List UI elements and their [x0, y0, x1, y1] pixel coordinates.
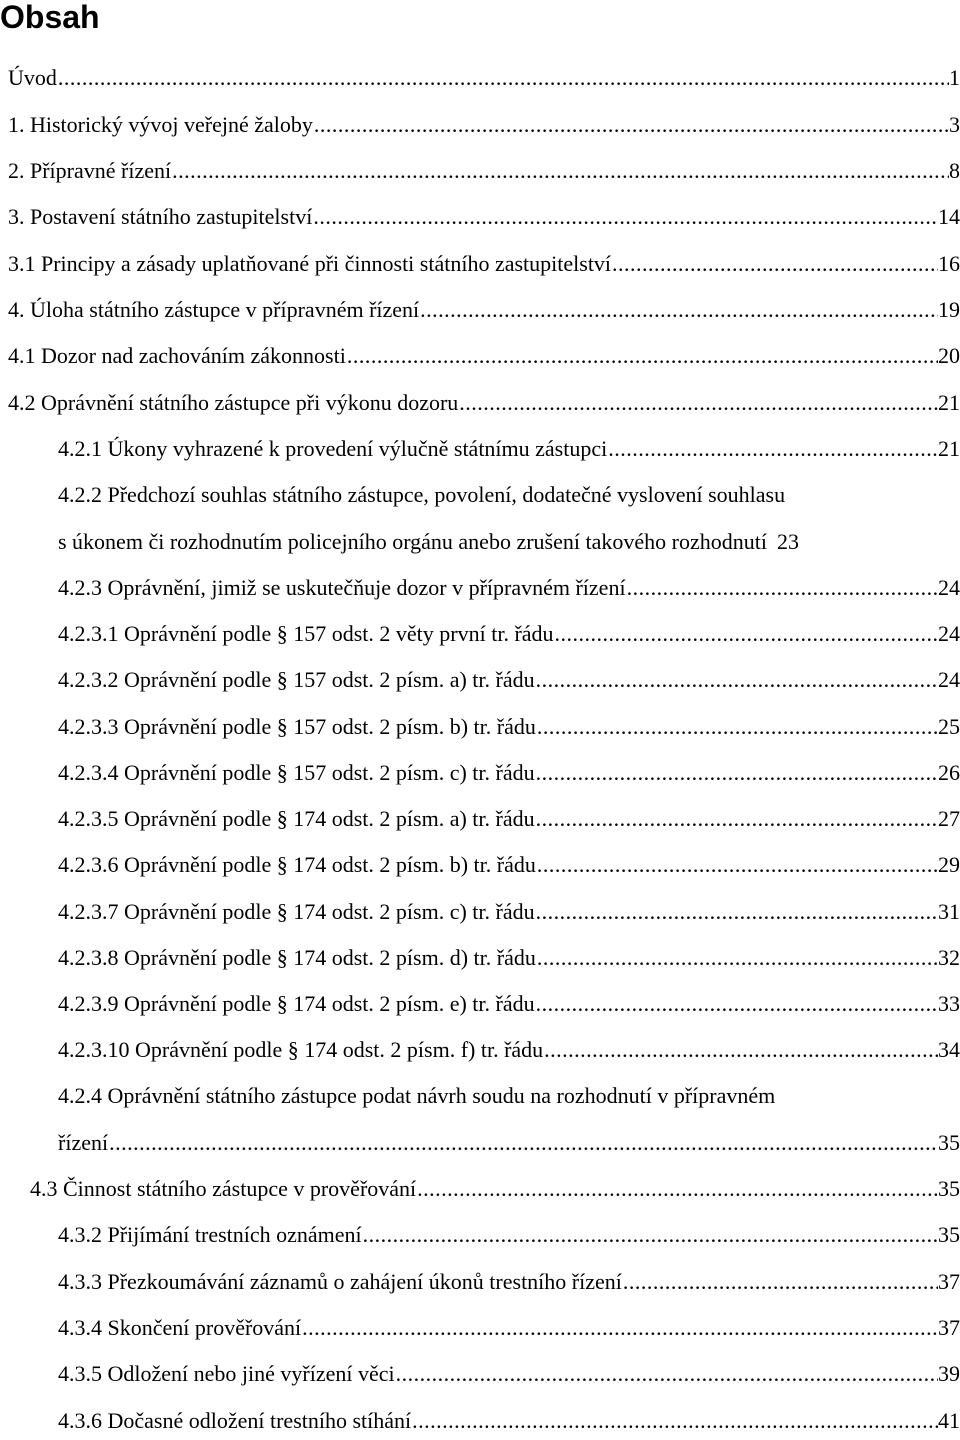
toc-entry-title: 4. Úloha státního zástupce v přípravném řízení — [8, 297, 420, 322]
toc-page-number: 39 — [938, 1361, 960, 1386]
toc-entry-title: 4.3 Činnost státního zástupce v prověřování — [30, 1176, 417, 1201]
toc-entry[interactable] — [30, 1175, 960, 1203]
toc-entry[interactable] — [58, 1221, 960, 1249]
dot-leader — [301, 1314, 938, 1342]
toc-entry[interactable] — [8, 250, 960, 278]
toc-entry-title: 3. Postavení státního zastupitelství — [8, 204, 313, 229]
toc-entry-title: Úvod — [8, 65, 57, 90]
dot-leader — [535, 898, 938, 926]
toc-page-number: 23 — [776, 529, 799, 554]
dot-leader — [458, 389, 938, 417]
toc-entry[interactable] — [58, 1082, 960, 1110]
toc-page-number: 24 — [938, 575, 960, 600]
toc-entry-title: 4.2.3.8 Oprávnění podle § 174 odst. 2 písm. d) tr. řádu — [58, 945, 536, 970]
toc-page-number: 19 — [938, 297, 960, 322]
dot-leader — [535, 805, 938, 833]
toc-entry-title: 4.2.3 Oprávnění, jimiž se uskutečňuje dozor v přípravném řízení — [58, 575, 626, 600]
toc-page-number: 35 — [938, 1176, 960, 1201]
toc-entry-continuation[interactable] — [58, 528, 960, 556]
dot-leader — [535, 990, 938, 1018]
toc-entry-title: 4.2 Oprávnění státního zástupce při výkonu dozoru — [8, 390, 459, 415]
toc-entry-title: 4.3.5 Odložení nebo jiné vyřízení věci — [58, 1361, 395, 1386]
dot-leader — [313, 111, 949, 139]
toc-entry-title: 4.2.3.3 Oprávnění podle § 157 odst. 2 písm. b) tr. řádu — [58, 714, 536, 739]
dot-leader — [411, 1407, 938, 1435]
dot-leader — [362, 1221, 938, 1249]
dot-leader — [554, 620, 938, 648]
toc-page-number: 21 — [938, 390, 960, 415]
toc-entry-title: 2. Přípravné řízení — [8, 158, 172, 183]
toc-page-number: 16 — [938, 251, 960, 276]
dot-leader — [108, 1129, 938, 1157]
toc-entry-title: 4.2.3.2 Oprávnění podle § 157 odst. 2 písm. a) tr. řádu — [58, 667, 535, 692]
toc-entry[interactable] — [58, 805, 960, 833]
toc-entry-continuation[interactable] — [58, 1129, 960, 1157]
toc-page-number: 35 — [938, 1222, 960, 1247]
toc-entry[interactable] — [58, 1268, 960, 1296]
toc-entry[interactable] — [58, 713, 960, 741]
toc-entry-title: 4.2.1 Úkony vyhrazené k provedení výlučně státnímu zástupci — [58, 436, 608, 461]
toc-entry-title: 4.2.4 Oprávnění státního zástupce podat návrh soudu na rozhodnutí v přípravném — [58, 1083, 776, 1108]
toc-entry[interactable] — [8, 64, 960, 92]
toc-entry-title: 4.2.3.1 Oprávnění podle § 157 odst. 2 věty první tr. řádu — [58, 621, 554, 646]
toc-page-number: 37 — [938, 1315, 960, 1340]
toc-entry-title: 4.1 Dozor nad zachováním zákonnosti — [8, 343, 346, 368]
toc-entry-title: 4.2.3.9 Oprávnění podle § 174 odst. 2 písm. e) tr. řádu — [58, 991, 535, 1016]
toc-page-number: 25 — [938, 714, 960, 739]
toc-page-number: 20 — [938, 343, 960, 368]
dot-leader — [171, 157, 949, 185]
toc-page-number: 3 — [949, 112, 960, 137]
toc-entry[interactable] — [8, 203, 960, 231]
toc-entry[interactable] — [58, 759, 960, 787]
toc-entry-title: 4.2.3.10 Oprávnění podle § 174 odst. 2 písm. f) tr. řádu — [58, 1037, 544, 1062]
toc-page-number: 32 — [938, 945, 960, 970]
toc-entry[interactable] — [58, 898, 960, 926]
toc-page-number: 24 — [938, 667, 960, 692]
dot-leader — [536, 851, 938, 879]
toc-entry-title: 4.2.2 Předchozí souhlas státního zástupce, povolení, dodatečné vyslovení souhlasu — [58, 482, 786, 507]
toc-page-number: 1 — [949, 65, 960, 90]
toc-page-number: 8 — [949, 158, 960, 183]
toc-entry-title: 4.2.3.4 Oprávnění podle § 157 odst. 2 písm. c) tr. řádu — [58, 760, 535, 785]
toc-page-number: 14 — [938, 204, 960, 229]
toc-entry-title-continued: s úkonem či rozhodnutím policejního orgánu anebo zrušení takového rozhodnutí — [58, 529, 767, 554]
dot-leader — [419, 296, 938, 324]
toc-entry-title: 4.3.2 Přijímání trestních oznámení — [58, 1222, 362, 1247]
toc-entry[interactable] — [58, 435, 960, 463]
dot-leader — [312, 203, 938, 231]
toc-entry[interactable] — [8, 111, 960, 139]
toc-page-number: 29 — [938, 852, 960, 877]
toc-entry[interactable] — [58, 1407, 960, 1435]
toc-page-number: 35 — [938, 1130, 960, 1155]
toc-entry[interactable] — [58, 851, 960, 879]
toc-entry[interactable] — [58, 666, 960, 694]
toc-entry[interactable] — [58, 1314, 960, 1342]
toc-entry[interactable] — [58, 481, 960, 509]
toc-entry[interactable] — [58, 990, 960, 1018]
dot-leader — [346, 342, 938, 370]
toc-heading: Obsah — [0, 0, 100, 35]
toc-page-number: 33 — [938, 991, 960, 1016]
toc-entry-title: 4.3.4 Skončení prověřování — [58, 1315, 302, 1340]
toc-entry[interactable] — [58, 620, 960, 648]
toc-page-number: 21 — [938, 436, 960, 461]
toc-page-number: 27 — [938, 806, 960, 831]
dot-leader — [626, 574, 938, 602]
toc-entry[interactable] — [58, 1360, 960, 1388]
toc-page-number: 37 — [938, 1269, 960, 1294]
dot-leader — [416, 1175, 938, 1203]
dot-leader — [536, 944, 938, 972]
toc-entry-title: 4.3.3 Přezkoumávání záznamů o zahájení úkonů trestního řízení — [58, 1269, 622, 1294]
toc-entry[interactable] — [58, 944, 960, 972]
toc-entry-title: 1. Historický vývoj veřejné žaloby — [8, 112, 313, 137]
toc-entry-title-continued: řízení — [58, 1130, 109, 1155]
toc-entry[interactable] — [58, 1036, 960, 1064]
toc-page-number: 34 — [938, 1037, 960, 1062]
toc-entry[interactable] — [8, 389, 960, 417]
toc-entry[interactable] — [8, 296, 960, 324]
toc-entry-title: 4.2.3.5 Oprávnění podle § 174 odst. 2 písm. a) tr. řádu — [58, 806, 535, 831]
dot-leader — [543, 1036, 938, 1064]
toc-entry-title: 4.2.3.7 Oprávnění podle § 174 odst. 2 písm. c) tr. řádu — [58, 899, 535, 924]
toc-entry-title: 4.3.6 Dočasné odložení trestního stíhání — [58, 1408, 412, 1433]
toc-entry-title: 4.2.3.6 Oprávnění podle § 174 odst. 2 písm. b) tr. řádu — [58, 852, 536, 877]
toc-page-number: 24 — [938, 621, 960, 646]
toc-entry[interactable] — [8, 157, 960, 185]
toc-page-number: 41 — [938, 1408, 960, 1433]
toc-entry[interactable] — [58, 574, 960, 602]
dot-leader — [607, 435, 938, 463]
dot-leader — [535, 666, 938, 694]
dot-leader — [536, 713, 938, 741]
toc-entry[interactable] — [8, 342, 960, 370]
dot-leader — [535, 759, 938, 787]
toc-page-number: 31 — [938, 899, 960, 924]
toc-entry-title: 3.1 Principy a zásady uplatňované při činnosti státního zastupitelství — [8, 251, 612, 276]
dot-leader — [611, 250, 938, 278]
dot-leader — [395, 1360, 938, 1388]
dot-leader — [622, 1268, 938, 1296]
toc-page-number: 26 — [938, 760, 960, 785]
dot-leader — [57, 64, 949, 92]
